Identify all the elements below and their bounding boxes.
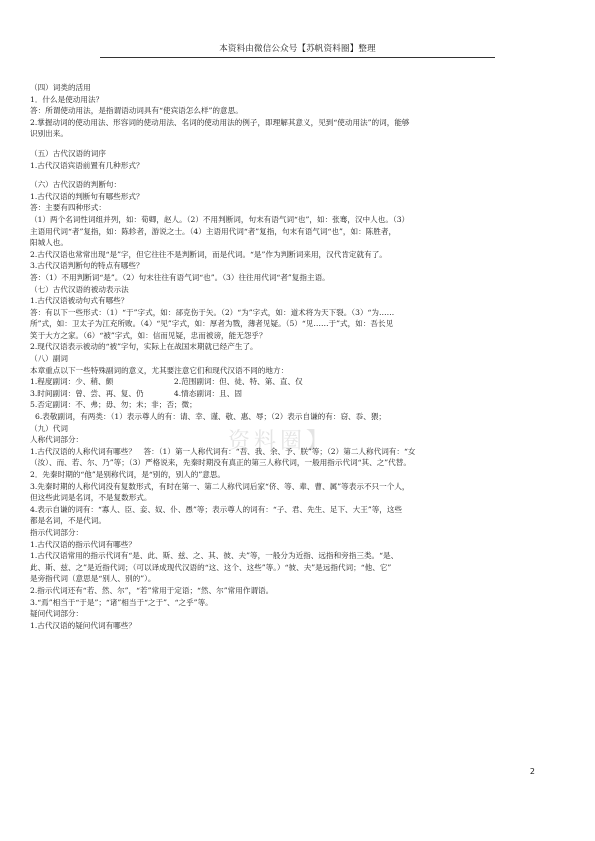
text-line: 1.古代汉语的判断句有哪些形式？ (30, 191, 144, 201)
text-line: 2.掌握动词的使动用法、形容词的使动用法、名词的使动用法的例子，即理解其意义，见到“使动用法”的词，能够 (30, 117, 410, 127)
text-line: 5.否定副词：不、弗；毋、勿；未；非；否；微； (30, 400, 197, 410)
text-line: 1.古代汉语的人称代词有哪些？ 答：（1）第一人称代词有：“吾、我、余、予、朕”等；（2）第二人称代词有：“女 (30, 446, 416, 456)
header-rule (100, 57, 495, 58)
text-line: 答：有以下一些形式：（1）“于”字式，如：郤克伤于矢。（2）“为”字式，如：道术将为天下裂。（3）“为…… (30, 307, 395, 317)
text-line: 主语用代词“者”复指，如：陈轸者，游说之士。（4）主语用代词“者”复指，句末有语气词“也”，如：陈胜者， (30, 226, 397, 236)
text-line: 2.古代汉语也常常出现“是”字，但它往往不是判断词，而是代词。“是”作为判断词来用，汉代肯定就有了。 (30, 249, 387, 259)
text-line: 1.古代汉语的疑问代词有哪些？ (30, 620, 136, 630)
text-line: （九）代词 (30, 423, 68, 433)
text-line: 答：主要有四种形式： (30, 203, 106, 213)
text-line: 疑问代词部分： (30, 609, 84, 619)
text-line: （六）古代汉语的判断句： (30, 180, 122, 190)
text-line: （七）古代汉语的被动表示法 (30, 284, 129, 294)
text-line: （1）两个名词性词组并列，如：荀卿，赵人。（2）不用判断词，句末有语气词“也”，如：张骞，汉中人也。（3） (30, 214, 410, 224)
text-line: 2.指示代词还有“若、然、尔”，“若”常用于定语；“然、尔”常用作谓语。 (30, 585, 274, 595)
text-line: 1.程度副词：少、稍、颇 2.范围副词：但、徒、特、第、直、仅 (30, 377, 303, 387)
text-line: （汝）、而、若、尔、乃”等；（3）严格说来，先秦时期没有真正的第三人称代词，一般用指示代词“其、之”代替。 (30, 458, 411, 468)
text-line: 答：（1）不用判断词“是”。（2）句末往往有语气词“也”。（3）往往用代词“者”复指主语。 (30, 272, 330, 282)
text-line: 1.古代汉语被动句式有哪些？ (30, 296, 129, 306)
text-line: 3.古代汉语判断句的特点有哪些？ (30, 261, 144, 271)
text-line: 3.先秦时期的人称代词没有复数形式，有时在第一、第二人称代词后家“侪、等、辈、曹、属”等表示不只一个人， (30, 481, 410, 491)
text-line: 6.表敬副词，有两类：（1）表示尊人的有：请、幸、谨、敬、惠、辱；（2）表示自谦的有：窃、忝、猥； (35, 412, 387, 422)
document-body (30, 82, 578, 631)
text-line: 3.“焉”相当于“于是”；“诸”相当于“之于”、“之乎”等。 (30, 597, 213, 607)
text-line: 1.古代汉语的指示代词有哪些？ (30, 539, 136, 549)
text-line: 1．什么是使动用法？ (30, 94, 104, 104)
text-line: 4.表示自谦的词有：“寡人、臣、妾、奴、仆、愚”等；表示尊人的词有：“子、君、先生、足下、大王”等，这些 (30, 504, 403, 514)
text-line: （五）古代汉语的词序 (30, 148, 106, 158)
text-line: 指示代词部分： (30, 527, 84, 537)
text-line: 3.时间副词：曾、尝、再、复、仍 4.情态副词：且、固 (30, 388, 242, 398)
text-line: （八）副词 (30, 354, 68, 364)
text-line: 答：所谓使动用法，是指谓语动词具有“使宾语怎么样”的意思。 (30, 106, 243, 116)
text-line: 2．先秦时期的“他”是别称代词，是“别的，别人的”意思。 (30, 470, 226, 479)
paragraph-gap (30, 171, 578, 179)
text-line: 所”式，如：卫太子为江充所败。（4）“见”字式，如：厚者为戮，薄者见疑。（5）“见……于”式，如：吾长见 (30, 319, 394, 329)
text-line: 2.现代汉语表示被动的“被”字句，实际上在战国末期就已经产生了。 (30, 342, 258, 352)
text-line: 都是名词，不是代词。 (30, 516, 106, 526)
page-number: 2 (529, 767, 535, 776)
text-line: 本章重点以下一些特殊副词的意义，尤其要注意它们和现代汉语不同的地方： (30, 365, 289, 375)
text-line: 此、斯、兹、之”是近指代词；（可以译成现代汉语的“这、这个、这些”等。）“彼、夫”是远指代词；“他、它” (30, 562, 392, 572)
text-line: 1.古代汉语常用的指示代词有“是、此、斯、兹、之、其、彼、夫”等，一般分为近指、远指和旁指三类。“是、 (30, 551, 399, 561)
paragraph-gap (30, 140, 578, 148)
text-line: 阳城人也。 (30, 238, 68, 248)
text-line: 人称代词部分： (30, 435, 84, 445)
text-line: 是旁指代词（意思是“别人、别的”）。 (30, 574, 156, 584)
watermark: 资料圈】 (228, 429, 333, 454)
text-line: 笑于大方之家。（6）“被”字式，如：信而见疑，忠而被谤，能无怨乎？ (30, 330, 267, 340)
text-line: （四）词类的活用 (30, 83, 91, 92)
page-header: 本资料由微信公众号【苏帆资料圈】整理 (219, 44, 376, 54)
text-line: 识别出来。 (30, 129, 68, 139)
text-line: 1.古代汉语宾语前置有几种形式？ (30, 160, 144, 170)
text-line: 但这些此词是名词，不是复数形式。 (30, 493, 152, 503)
